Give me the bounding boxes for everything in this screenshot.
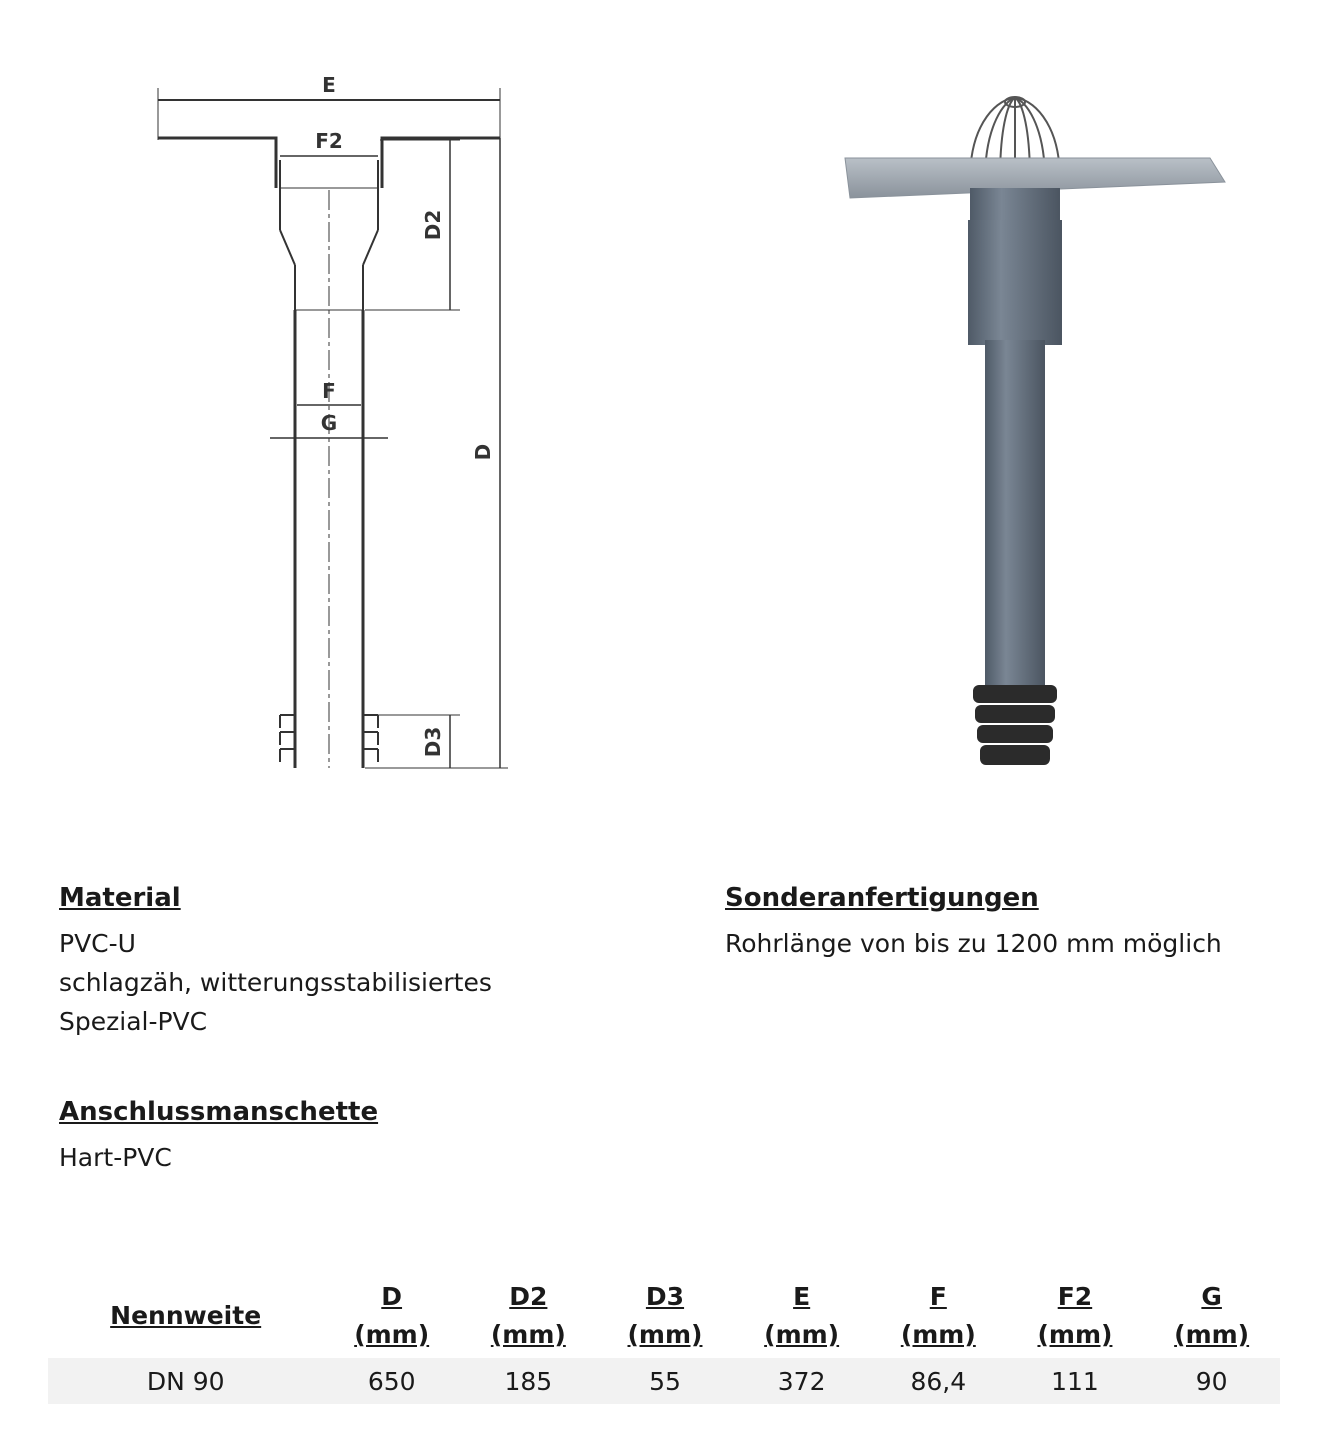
rubber-seal <box>973 685 1057 765</box>
cell-f2: 111 <box>1007 1358 1144 1404</box>
cell-f: 86,4 <box>870 1358 1007 1404</box>
header-e: E (mm) <box>764 1282 840 1349</box>
special-title: Sonderanfertigungen <box>725 883 1039 913</box>
label-e: E <box>322 73 336 97</box>
pipe-body <box>985 340 1045 685</box>
product-photo <box>830 80 1240 780</box>
material-line: schlagzäh, witterungsstabilisiertes <box>59 968 492 997</box>
label-d2: D2 <box>421 209 445 241</box>
header-f: F (mm) <box>900 1282 976 1349</box>
header-d2: D2 (mm) <box>490 1282 566 1349</box>
header-d: D (mm) <box>354 1282 430 1349</box>
spec-table <box>48 1278 1280 1404</box>
label-d: D <box>471 443 495 461</box>
header-nennweite: Nennweite <box>110 1301 262 1330</box>
table-header-row <box>48 1278 1280 1358</box>
cell-d2: 185 <box>460 1358 597 1404</box>
cell-g: 90 <box>1143 1358 1280 1404</box>
label-g: G <box>320 411 338 435</box>
label-d3: D3 <box>421 726 445 758</box>
pipe-sleeve <box>968 220 1062 345</box>
material-line: Spezial-PVC <box>59 1007 208 1036</box>
cell-d3: 55 <box>597 1358 734 1404</box>
special-text: Rohrlänge von bis zu 1200 mm möglich <box>725 929 1222 958</box>
sleeve-title: Anschlussmanschette <box>59 1097 379 1127</box>
header-f2: F2 (mm) <box>1037 1282 1113 1349</box>
material-text <box>59 924 492 1041</box>
label-f: F <box>322 379 336 403</box>
label-f2: F2 <box>315 129 343 153</box>
cell-d: 650 <box>323 1358 460 1404</box>
technical-drawing <box>130 60 530 780</box>
flange-left <box>158 138 276 188</box>
cell-nennweite: DN 90 <box>48 1358 323 1404</box>
flange-right <box>382 138 500 188</box>
material-title: Material <box>59 883 181 913</box>
sleeve-text: Hart-PVC <box>59 1143 172 1172</box>
header-d3: D3 (mm) <box>627 1282 703 1349</box>
material-line: PVC-U <box>59 929 136 958</box>
table-row <box>48 1358 1280 1404</box>
cell-e: 372 <box>733 1358 870 1404</box>
header-g: G (mm) <box>1174 1282 1250 1349</box>
